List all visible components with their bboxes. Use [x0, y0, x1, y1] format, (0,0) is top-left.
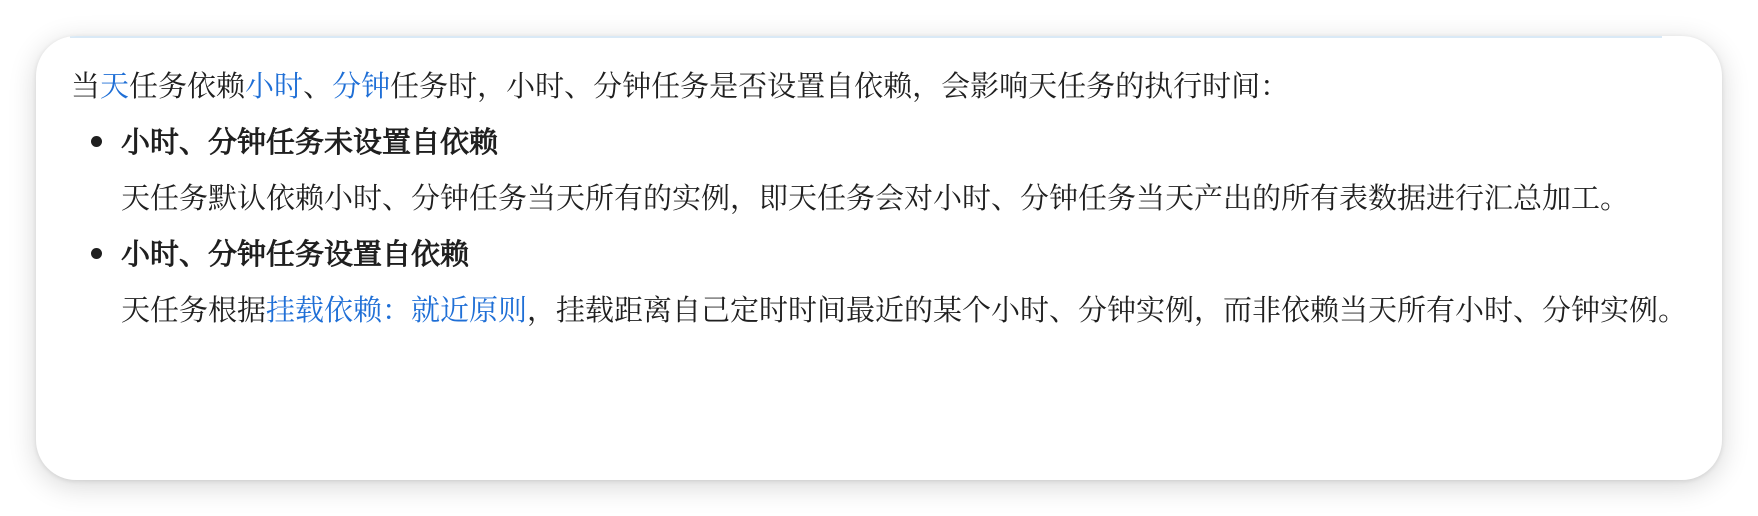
intro-text-3: 、: [303, 69, 333, 103]
item-body-suffix: ，挂载距离自己定时时间最近的某个小时、分钟实例，而非依赖当天所有小时、分钟实例。: [527, 293, 1688, 327]
bullet-dot-icon: [91, 248, 102, 259]
content-body: [71, 58, 1701, 338]
day-link[interactable]: 天: [100, 69, 130, 103]
item-body: 天任务默认依赖小时、分钟任务当天所有的实例，即天任务会对小时、分钟任务当天产出的所有表数据进行汇总加工。: [121, 181, 1630, 215]
item-title: 小时、分钟任务未设置自依赖: [121, 125, 499, 159]
top-divider: [70, 36, 1662, 38]
list-item: [71, 114, 1701, 226]
mount-dependency-link[interactable]: 挂载依赖：就近原则: [266, 293, 528, 327]
hour-link[interactable]: 小时: [245, 69, 304, 103]
intro-text-1: 当: [71, 69, 101, 103]
item-title: 小时、分钟任务设置自依赖: [121, 237, 470, 271]
intro-text-2: 任务依赖: [129, 69, 246, 103]
bullet-list: [71, 114, 1701, 338]
intro-text-4: 任务时，小时、分钟任务是否设置自依赖，会影响天任务的执行时间：: [390, 69, 1290, 103]
bullet-dot-icon: [91, 136, 102, 147]
content-card: [36, 36, 1722, 480]
item-body: [121, 282, 1701, 338]
list-item: [71, 226, 1701, 338]
intro-paragraph: [71, 58, 1701, 114]
item-body-prefix: 天任务根据: [121, 293, 267, 327]
minute-link[interactable]: 分钟: [332, 69, 391, 103]
